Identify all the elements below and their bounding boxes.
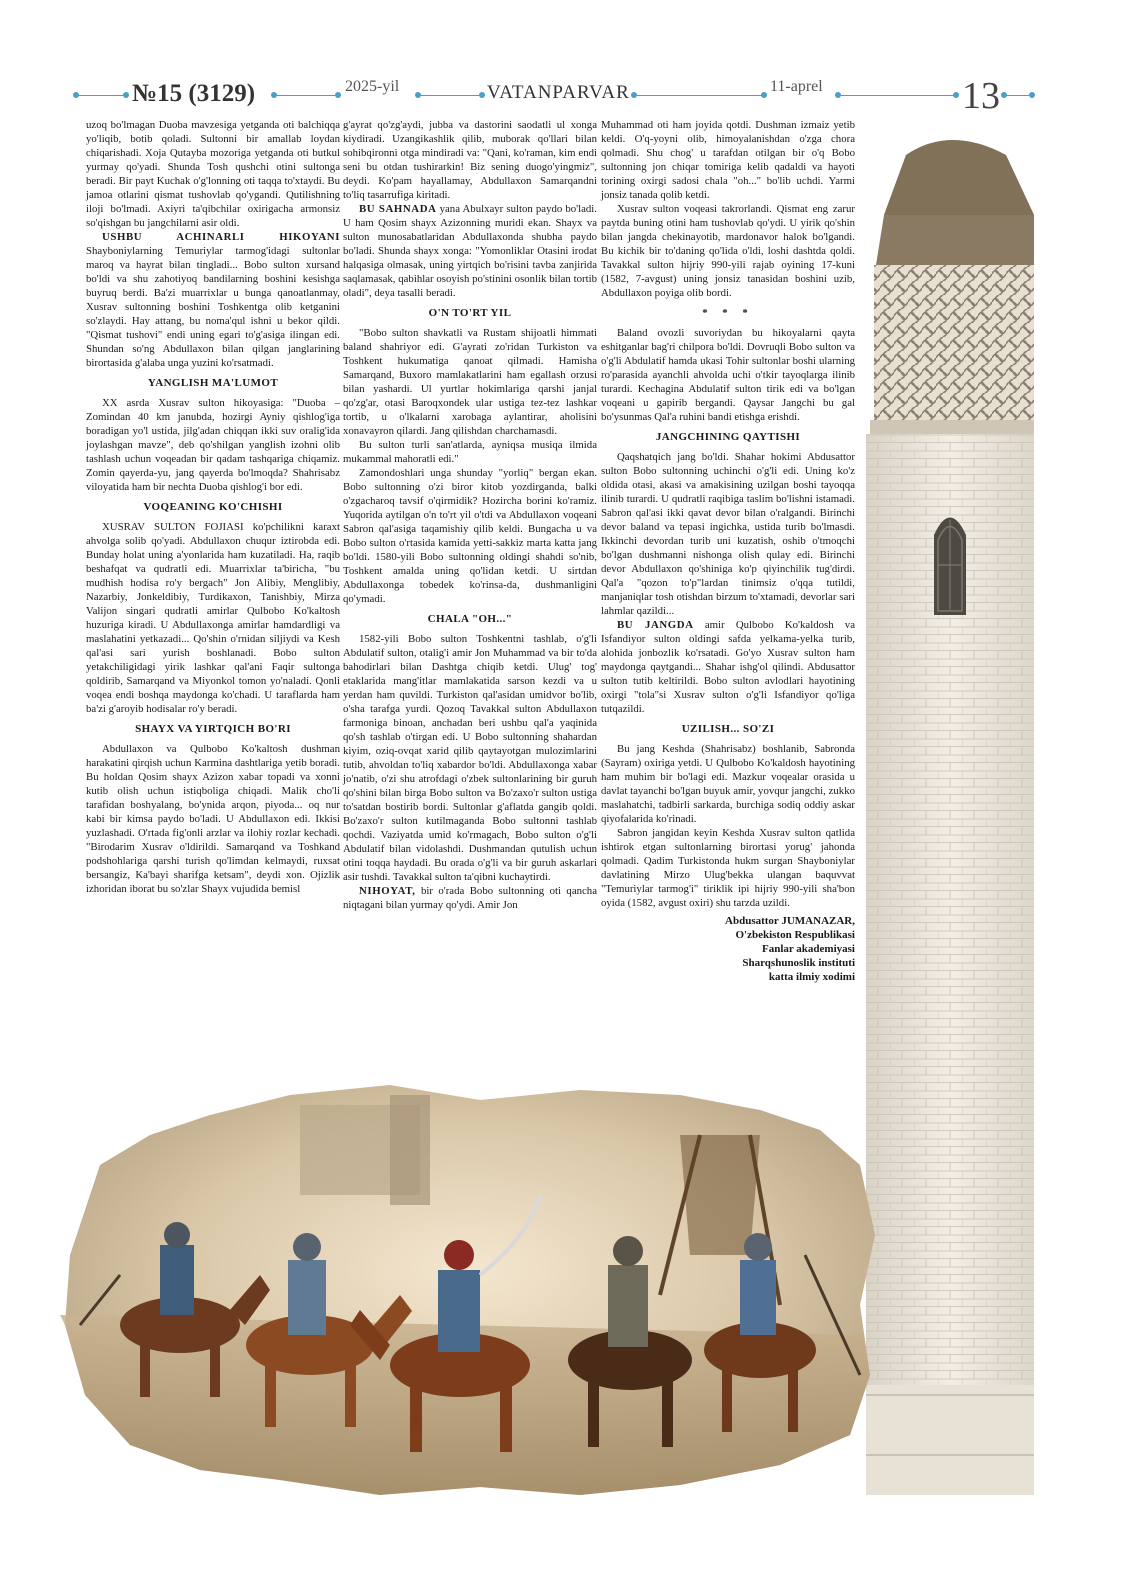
paragraph: Muhammad oti ham joyida qotdi. Dushman izmaiz yetib keldi. O'q-yoyni olib, himoyalanishdan o'zga chora qolmadi. Shu chog' u tarafdan otilgan bir o'q Bobo sultonning jon chiqar tomiriga kelib qadaldi va hayoti torining oxirgi sadosi chala "oh..." bo'lib uchdi. Yarmi jonsiz tanada qolib ketdi. xyxy=(601,119,855,201)
header-rule xyxy=(418,95,482,96)
paragraph: Bu jang Keshda (Shahrisabz) boshlanib, Sabronda (Sayram) oxiriga yetdi. U Qulbobo Ko'kaldosh hayotining ham muhim bir bo'lagi edi. Mazkur voqealar orasida u davlat tayanchi bo'lgan buyuk amir, yovqur jangchi, zukko maslahatchi, tadbirli sarkarda, burchiga sodiq oddiy askar qiyofalarida ko'rinadi. xyxy=(601,743,855,825)
page-number: 13 xyxy=(962,75,1000,117)
paragraph: "Bobo sulton shavkatli va Rustam shijoatli himmati baland shahriyor edi. G'ayrati zo'ridan Turkiston va Toshkent hukumatiga qanoat qilmadi. Hamisha Samarqand, Buxoro mamlakatlarini ham egallash orzusi bilan yashardi. Ul yurtlar hokimlariga qarshi janjal qo'zg'ar, otasi Baroqxondek ular ustiga tez-tez lashkar tortib, u o'lkalarni xarobaga aylantirar, aholisini xonavayron qilardi. Jang qilishdan charchamasdi. xyxy=(343,327,597,437)
paragraph-text: Shayboniylarning Temuriylar tarmog'idagi sultonlar maroq va hayrat bilan tingladi... Bobo sulton xursand bo'ldi va shu zahotiyoq bandilarning boshini kesishga buyruq berdi. Ba'zi muarrixlar u bunga qanoatlanmay, Xusrav sultonning boshini Toshkentga olib ketganini so'zlaydi. Hay attang, bu noma'qul ishni u bekor qildi. "Qismat tushovi" endi uning egari to'g'asiga ilingan edi. Shundan so'ng Abdullaxon bilan qilgan janglarining birortasida g'alaba unga yuzini ko'rsatmadi. xyxy=(86,245,340,369)
lead-in: BU SAHNADA xyxy=(359,203,437,215)
paragraph xyxy=(343,202,597,300)
lead-in: NIHOYAT, xyxy=(359,885,416,897)
paragraph: uzoq bo'lmagan Duoba mavzesiga yetganda oti balchiqqa yo'liqib, botib qoladi. Sultonni bir amallab loydan chiqarishadi. Xoja Qutayba mozoriga yetganda oti butkul yurmay qo'yadi. Shunda Tosh qushchi otini sultonga beradi. Bir payt Kuchak o'g'lonning oti taqqa to'xtaydi. Bu jamoa otlarini qismat tushovlab qo'ygandi. Qutilishning iloji bo'lmadi. Axiyri ta'qibchilar oxirigacha armonsiz so'qishgan bu jangchilarni asir oldi. xyxy=(86,119,340,229)
paragraph: Xusrav sulton voqeasi takrorlandi. Qismat eng zarur paytda buning otini ham tushovlab qo'ydi. U yirik qo'shin bilan jangda chekinayotib, mardonavor halok bo'lgandi. Bu kichik bir to'daning qo'lida o'ldi, loshi dashtda qoldi. Tavakkal sulton hijriy 990-yili rajab oyining 17-kuni (1582, 7-avgust) uning jonsiz tanasidan boshini uzib, Abdullaxon poyiga olib bordi. xyxy=(601,203,855,299)
author-signature xyxy=(601,914,855,984)
article-column-2 xyxy=(343,118,597,911)
header-rule xyxy=(838,95,956,96)
section-separator: * * * xyxy=(702,307,754,319)
paragraph: Sabron jangidan keyin Keshda Xusrav sulton qatlida ishtirok etgan sultonlarning birortasi yorug' jahonda qolmadi. Qadim Turkistonda hukm surgan Shayboniylar davlatining Mirzo Ulug'bekka ulangan baquvvat "Temuriylar tarmog'i" tiriklik ipi hijriy 990-yili sha'bon oyida (1582, avgust oxiri) shu tarzda uzildi. xyxy=(601,827,855,909)
subheading: JANGCHINING QAYTISHI xyxy=(655,431,801,443)
lead-in: USHBU ACHINARLI HIKOYANI xyxy=(102,231,340,243)
paragraph-text: amir Qulbobo Ko'kaldosh va Isfandiyor sulton oldingi safda yelkama-yelka turib, alohida jonbozlik ko'rsatadi. Go'yo Xusrav sulton ham maydonga qaytgandi... Shahar ishg'ol qilindi. Abdusattor sulton tutib keltirildi. Bobo sulton avlodlari hayotining oxirgi "tola"si Xusrav sulton o'g'li Isfandiyor qo'liga tutqazildi. xyxy=(601,619,856,715)
header-rule-right xyxy=(1004,95,1032,96)
author-affiliation: Fanlar akademiyasi xyxy=(761,943,855,955)
paragraph: XX asrda Xusrav sulton hikoyasiga: "Duoba – Zomindan 40 km janubda, hozirgi Ayniy qishlog'iga boradigan yo'l ustida, jilg'adan chiqqan ikki suv oralig'ida joylashgan mavze", deb qo'shilgan yanglish izohni olib tashlash uchun voqeadan bir qadam tashqariga chiqamiz. Zomin qayerda-yu, jang qayerda bo'lmoqda? Shahrisabz viloyatida ham bir nechta Duoba qishlog'i bor edi. xyxy=(86,397,340,493)
author-affiliation: O'zbekiston Respublikasi xyxy=(735,929,855,941)
paragraph: XUSRAV SULTON FOJIASI ko'pchilikni karaxt ahvolga solib qo'yadi. Abdullaxon chuqur iztirobda edi. Bunday holat uning a'yonlarida ham kuzatiladi. Ha, raqib beshafqat va qudratli edi. Muarrixlar ta'biricha, "bu mudhish hodisa ro'y bergach" Jon Alibiy, Menglibiy, Nazarbiy, Jonkeldibiy, Turdikaxon, Tanishbiy, Mirza Valijon singari qudratli amirlar Qulbobo Ko'kaltosh huzuriga kiradi. U Abdullaxonga amirlar hamdardligi va maslahatini yetkazadi... Qo'shin o'rnidan siljiydi va Kesh qal'asi sari yurish boshlanadi. Bobo sulton yetakchiligidagi yirik lashkar qal'ani Faqir sultonga qoldirib, Samarqand va Miyonkol tomon yo'naladi. Qonli voqea endi boshqa maydonga ko'chadi. U taraflarda ham ba'zi g'aroyib hodisalar ro'y beradi. xyxy=(86,521,340,715)
paragraph xyxy=(343,884,597,912)
article-column-3 xyxy=(601,118,855,1078)
subheading: YANGLISH MA'LUMOT xyxy=(147,377,279,389)
paragraph: g'ayrat qo'zg'aydi, jubba va dastorini saodatli ul xonga kiydiradi. Uzangikashlik qilib, muborak qo'llari bilan sohibqironni otga mindiradi va: "Qani, ko'raman, kim endi seni bu otdan tushirarkin! Biz sening duogo'yingmiz", deydi. Ko'pam hayallamay, Abdullaxon Samarqandni to'liq tasarrufiga kiritadi. xyxy=(343,119,597,201)
paragraph: Baland ovozli suvoriydan bu hikoyalarni qayta eshitganlar bag'ri chilpora bo'ldi. Dovruqli Bobo sulton va o'g'li Abdulatif hamda ukasi Tohir sultonlar boshi ularning ro'parasida ayanchli ahvolda uchi o'tkir tayoqlarga ilinib turardi. Kechagina Abdulatif sulton tirik edi va bo'lgan voqeani u gapirib bergandi. Qaysar Jangchi bu gal bo'ysunmas Qal'a ruhini bandi etishga erishdi. xyxy=(601,327,855,423)
header-rule xyxy=(274,95,338,96)
subheading: CHALA "OH..." xyxy=(427,613,513,625)
issue-number: №15 (3129) xyxy=(132,80,256,107)
paragraph-text: bir o'rada Bobo sultonning oti qancha niqtagani bilan yurmay qo'ydi. Amir Jon xyxy=(343,885,597,911)
paragraph xyxy=(86,230,340,370)
newspaper-title: VATANPARVAR xyxy=(487,82,630,103)
header-year: 2025-yil xyxy=(345,78,400,95)
header-rule xyxy=(634,95,764,96)
paragraph: Zamondoshlari unga shunday "yorliq" bergan ekan. Bobo sultonning o'zi biror kitob yozdirganda, balki o'zgacharoq tavsif o'qirmidik? Hozircha borini ko'ramiz. Yuqorida aytilgan o'n to'rt yil o'tdi va Abdullaxon voqeani Sabron qal'asiga taqamishiy qilib keldi. Bungacha u va Bobo sulton o'rtasida kamida yetti-sakkiz marta katta jang bo'ldi. 1580-yili Bobo sultonning oldingi shahdi so'nib, Toshkent amalda uning qo'lidan ketdi. U sirtdan Abdullaxonga tobedek ko'rinsa-da, dushmanligini qo'ymadi. xyxy=(343,467,597,605)
paragraph-text: yana Abulxayr sulton paydo bo'ladi. U ham Qosim shayx Azizonning muridi ekan. Shayx va sulton munosabatlaridan Abdullaxonda shubha paydo bo'ladi. Shunda shayx xonga: "Yomonliklar Otasini irodat halqasiga olmasak, uning yirtqich bo'risini tavba zanjirida saqlamasak, qabihlar osoyish po'stinini osonlik bilan tortib oladi", deya tasalli beradi. xyxy=(343,203,597,299)
article-column-1 xyxy=(86,118,340,895)
author-affiliation: Sharqshunoslik instituti xyxy=(742,957,855,969)
subheading: SHAYX VA YIRTQICH BO'RI xyxy=(135,723,291,735)
paragraph: Bu sulton turli san'atlarda, ayniqsa musiqa ilmida mukammal mahoratli edi." xyxy=(343,439,597,465)
lead-in: BU JANGDA xyxy=(617,619,694,631)
author-name: Abdusattor JUMANAZAR, xyxy=(725,915,855,927)
subheading: O'N TO'RT YIL xyxy=(428,307,512,319)
header-rule-left xyxy=(76,95,126,96)
minaret-illustration xyxy=(866,155,1034,1495)
author-title: katta ilmiy xodimi xyxy=(768,971,855,983)
paragraph: Abdullaxon va Qulbobo Ko'kaltosh dushman harakatini qirqish uchun Karmina dashtlariga yetib boradi. Bu holdan Qosim shayx Azizon xabar topadi va xonni kutib olish uchun istiqboliga chiqadi. Malik cho'li tarafidan boshyalang, bo'ynida arqon, piyoda... oq nur kabi bir kimsa paydo bo'ladi. U Abdullaxon edi. Ikkisi yuzlashadi. O'rtada fig'onli arzlar va ilohiy rozlar kechadi. "Birodarim Xusrav o'ldirildi. Samarqand va Toshkand podshohlariga qarshi turish qo'limdan kelmaydi, ruxsat bersangiz, Ka'bayi sharifga ketsam", deydi xon. Ojizlik izhoridan iborat bu so'zlar Shayx vujudida bemisl xyxy=(86,743,340,895)
paragraph xyxy=(601,618,855,716)
paragraph: 1582-yili Bobo sulton Toshkentni tashlab, o'g'li Abdulatif sulton, otalig'i amir Jon Muhammad va bir to'da bahodirlari bilan Dashtga chiqib ketdi. Ulug' tog' etaklarida mang'itlar mamlakatida sarson kezdi va u yerdan ham quvildi. Turkiston qal'asidan umidvor bo'lib, o'sha tarafga yurdi. Qozoq Tavakkal sulton Abdullaxon farmoniga binoan, anchadan beri ushbu qal'a yaqinida qo'sh tashlab o'tirgan edi. U Bobo sultonning shahardan kiyim, oziq-ovqat xarid qilib qaytayotgan mulozimlarini tutib, ahvoldan to'liq xabardor bo'ldi. Abdullaxonga xabar jo'natib, o'zi shu atrofdagi o'zbek sultonlarining bir guruh qo'shini bilan birga Bobo sulton va Bo'zaxo'r sulton ustiga to'satdan bostirib bordi. Sultonlar g'aflatda gangib qoldi. Bo'zaxo'r sulton kutilmaganda Bobo sultonni tashlab qochdi. Vaziyatda umid ko'rmagach, Bobo sulton o'g'li Abdulatif bilan vidolashdi. Dushmandan qutulish uchun otini toqqa haydadi. Bu orada o'g'li va bir guruh askarlari asir tushdi. Tavakkal sulton ta'qibni kuchaytirdi. xyxy=(343,633,597,883)
page-header xyxy=(0,75,1123,118)
header-date: 11-aprel xyxy=(770,78,823,95)
subheading: VOQEANING KO'CHISHI xyxy=(143,501,283,513)
battle-painting xyxy=(60,1075,880,1500)
subheading: UZILISH... SO'ZI xyxy=(681,723,775,735)
paragraph: Qaqshatqich jang bo'ldi. Shahar hokimi Abdusattor sulton Bobo sultonning uchinchi o'g'li edi. Uning ko'z oldida otasi, akasi va amakisining uzilgan boshi tayoqqa ilinib turardi. U qudratli raqibiga taslim bo'lishni istamadi. Sabron qal'asi ikki qavat devor bilan o'ralgandi. Birinchi devor baland va tepasi ingichka, ustida turib bo'lmasdi. Ikkinchi devordan turib uni kuzatish, oshib o'tmoqchi bo'lgan dushmanni nishonga olish qulay edi. Birinchi devor Abdullaxon qo'shiniga ko'p qiyinchilik tug'dirdi. Qal'a "qozon to'p"lardan tinimsiz o'qqa tutildi, manjaniqlar tosh otishdan birzum to'xtamadi, devorlar sari lahmlar qazildi... xyxy=(601,451,855,617)
